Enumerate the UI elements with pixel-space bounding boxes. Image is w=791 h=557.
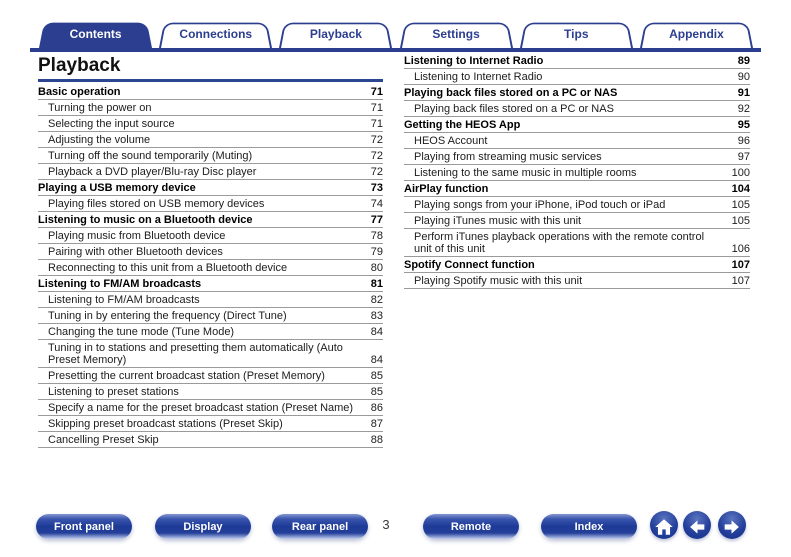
toc-item-row[interactable] <box>38 228 383 244</box>
toc-entry-page: 107 <box>731 275 750 287</box>
toc-item-row[interactable] <box>38 100 383 116</box>
toc-entry-page: 96 <box>737 135 750 147</box>
toc-entry-page: 77 <box>370 214 383 226</box>
index-button[interactable]: Index <box>541 514 637 539</box>
toc-entry-page: 79 <box>370 246 383 258</box>
toc-entry-label: Listening to preset stations <box>48 386 179 398</box>
page-title: Playback <box>38 55 121 76</box>
toc-entry-page: 82 <box>370 294 383 306</box>
toc-entry-page: 72 <box>370 150 383 162</box>
toc-entry-label: Getting the HEOS App <box>404 119 521 131</box>
toc-item-row[interactable] <box>404 213 750 229</box>
display-button[interactable]: Display <box>155 514 251 539</box>
toc-entry-label: Listening to the same music in multiple rooms <box>414 167 637 179</box>
toc-entry-label: Playing iTunes music with this unit <box>414 215 582 227</box>
toc-item-row[interactable] <box>38 368 383 384</box>
toc-entry-label: Tuning in by entering the frequency (Direct Tune) <box>48 310 287 322</box>
toc-entry-page: 84 <box>370 354 383 366</box>
toc-item-row[interactable] <box>38 340 383 368</box>
toc-entry-page: 97 <box>737 151 750 163</box>
toc-entry-page: 104 <box>731 183 750 195</box>
toc-entry-label: Playing a USB memory device <box>38 182 196 194</box>
toc-entry-page: 78 <box>370 230 383 242</box>
toc-entry-page: 83 <box>370 310 383 322</box>
toc-item-row[interactable] <box>404 229 750 257</box>
arrow-right-glyph <box>721 516 743 538</box>
tab-contents[interactable] <box>37 20 154 48</box>
tab-settings[interactable] <box>398 20 515 48</box>
home-icon[interactable] <box>650 511 678 539</box>
remote-button[interactable]: Remote <box>423 514 519 539</box>
toc-right-column <box>404 53 750 289</box>
toc-entry-page: 72 <box>370 166 383 178</box>
toc-entry-label: Playing music from Bluetooth device <box>48 230 226 242</box>
toc-entry-label: Turning the power on <box>48 102 152 114</box>
toc-entry-page: 106 <box>731 243 750 255</box>
toc-left-list <box>38 84 383 448</box>
arrow-left-glyph <box>686 516 708 538</box>
toc-entry-page: 74 <box>370 198 383 210</box>
toc-entry-label: Playing Spotify music with this unit <box>414 275 583 287</box>
toc-item-row[interactable] <box>404 197 750 213</box>
toc-entry-page: 85 <box>370 386 383 398</box>
toc-entry-label: Turning off the sound temporarily (Muting) <box>48 150 253 162</box>
toc-entry-page: 81 <box>370 278 383 290</box>
toc-entry-label: Specify a name for the preset broadcast station (Preset Name) <box>48 402 354 414</box>
toc-item-row[interactable] <box>38 400 383 416</box>
toc-item-row[interactable] <box>38 196 383 212</box>
toc-entry-label: Basic operation <box>38 86 121 98</box>
tab-label: Playback <box>309 27 362 41</box>
toc-item-row[interactable] <box>38 432 383 448</box>
toc-entry-page: 73 <box>370 182 383 194</box>
toc-entry-label: Skipping preset broadcast stations (Preset Skip) <box>48 418 283 430</box>
tab-tips[interactable] <box>518 20 635 48</box>
current-page-number: 3 <box>382 517 390 532</box>
toc-entry-page: 80 <box>370 262 383 274</box>
toc-item-row[interactable] <box>38 308 383 324</box>
tab-label: Connections <box>179 27 253 41</box>
toc-item-row[interactable] <box>38 244 383 260</box>
tab-appendix[interactable] <box>638 20 755 48</box>
toc-entry-page: 107 <box>731 259 750 271</box>
title-rule <box>38 79 383 82</box>
toc-entry-label: Tuning in to stations and presetting them automatically (Auto Preset Memory) <box>48 342 343 366</box>
toc-entry-label: Listening to Internet Radio <box>414 71 543 83</box>
toc-entry-label: Cancelling Preset Skip <box>48 434 159 446</box>
tab-label: Settings <box>432 27 480 41</box>
rear-panel-button[interactable]: Rear panel <box>272 514 368 539</box>
toc-entry-label: Pairing with other Bluetooth devices <box>48 246 223 258</box>
toc-entry-label: Listening to Internet Radio <box>404 55 544 67</box>
toc-entry-label: Playing files stored on USB memory devices <box>48 198 265 210</box>
toc-item-row[interactable] <box>38 292 383 308</box>
arrow-left-icon[interactable] <box>683 511 711 539</box>
toc-section-row[interactable] <box>38 180 383 196</box>
toc-entry-label: Changing the tune mode (Tune Mode) <box>48 326 235 338</box>
toc-entry-page: 90 <box>737 71 750 83</box>
toc-entry-label: Spotify Connect function <box>404 259 535 271</box>
toc-item-row[interactable] <box>404 133 750 149</box>
toc-entry-page: 84 <box>370 326 383 338</box>
toc-section-row[interactable] <box>38 276 383 292</box>
toc-entry-label: Reconnecting to this unit from a Bluetooth device <box>48 262 288 274</box>
toc-entry-page: 88 <box>370 434 383 446</box>
toc-entry-page: 105 <box>731 199 750 211</box>
tab-label: Appendix <box>669 27 724 41</box>
toc-entry-page: 92 <box>737 103 750 115</box>
toc-entry-label: Playback a DVD player/Blu-ray Disc player <box>48 166 257 178</box>
tab-connections[interactable] <box>157 20 274 48</box>
toc-entry-page: 85 <box>370 370 383 382</box>
toc-entry-label: AirPlay function <box>404 183 489 195</box>
toc-section-row[interactable] <box>404 181 750 197</box>
toc-item-row[interactable] <box>38 384 383 400</box>
toc-entry-label: Adjusting the volume <box>48 134 151 146</box>
toc-entry-page: 72 <box>370 134 383 146</box>
toc-entry-label: Listening to music on a Bluetooth device <box>38 214 253 226</box>
arrow-right-icon[interactable] <box>718 511 746 539</box>
tab-label: Contents <box>69 27 122 41</box>
toc-entry-label: Perform iTunes playback operations with the remote control unit of this unit <box>414 231 705 255</box>
toc-entry-label: Presetting the current broadcast station (Preset Memory) <box>48 370 325 382</box>
toc-section-row[interactable] <box>404 257 750 273</box>
toc-entry-label: Playing back files stored on a PC or NAS <box>404 87 618 99</box>
toc-entry-page: 95 <box>737 119 750 131</box>
toc-item-row[interactable] <box>38 164 383 180</box>
toc-entry-label: Listening to FM/AM broadcasts <box>38 278 202 290</box>
toc-item-row[interactable] <box>38 116 383 132</box>
toc-item-row[interactable] <box>38 260 383 276</box>
toc-section-row[interactable] <box>404 85 750 101</box>
toc-entry-page: 91 <box>737 87 750 99</box>
tab-playback[interactable] <box>277 20 394 48</box>
toc-entry-label: Selecting the input source <box>48 118 175 130</box>
footer-nav <box>0 505 791 551</box>
toc-item-row[interactable] <box>404 273 750 289</box>
toc-section-row[interactable] <box>404 53 750 69</box>
toc-entry-page: 100 <box>731 167 750 179</box>
toc-item-row[interactable] <box>38 416 383 432</box>
toc-left-column <box>38 53 383 448</box>
toc-entry-label: Playing from streaming music services <box>414 151 602 163</box>
toc-section-row[interactable] <box>38 84 383 100</box>
toc-entry-page: 71 <box>370 118 383 130</box>
toc-section-row[interactable] <box>404 117 750 133</box>
toc-entry-page: 87 <box>370 418 383 430</box>
toc-entry-label: Playing songs from your iPhone, iPod touch or iPad <box>414 199 666 211</box>
toc-entry-page: 86 <box>370 402 383 414</box>
toc-entry-page: 89 <box>737 55 750 67</box>
toc-right-list <box>404 53 750 289</box>
toc-item-row[interactable] <box>404 165 750 181</box>
toc-item-row[interactable] <box>404 101 750 117</box>
toc-item-row[interactable] <box>404 69 750 85</box>
toc-item-row[interactable] <box>404 149 750 165</box>
toc-entry-label: HEOS Account <box>414 135 488 147</box>
tab-label: Tips <box>564 27 589 41</box>
toc-item-row[interactable] <box>38 324 383 340</box>
toc-entry-label: Playing back files stored on a PC or NAS <box>414 103 614 115</box>
toc-entry-page: 71 <box>370 102 383 114</box>
home-icon-glyph <box>653 516 675 538</box>
front-panel-button[interactable]: Front panel <box>36 514 132 539</box>
toc-item-row[interactable] <box>38 132 383 148</box>
toc-item-row[interactable] <box>38 148 383 164</box>
toc-section-row[interactable] <box>38 212 383 228</box>
toc-entry-page: 71 <box>370 86 383 98</box>
tab-bar <box>37 20 755 48</box>
toc-entry-page: 105 <box>731 215 750 227</box>
toc-entry-label: Listening to FM/AM broadcasts <box>48 294 200 306</box>
